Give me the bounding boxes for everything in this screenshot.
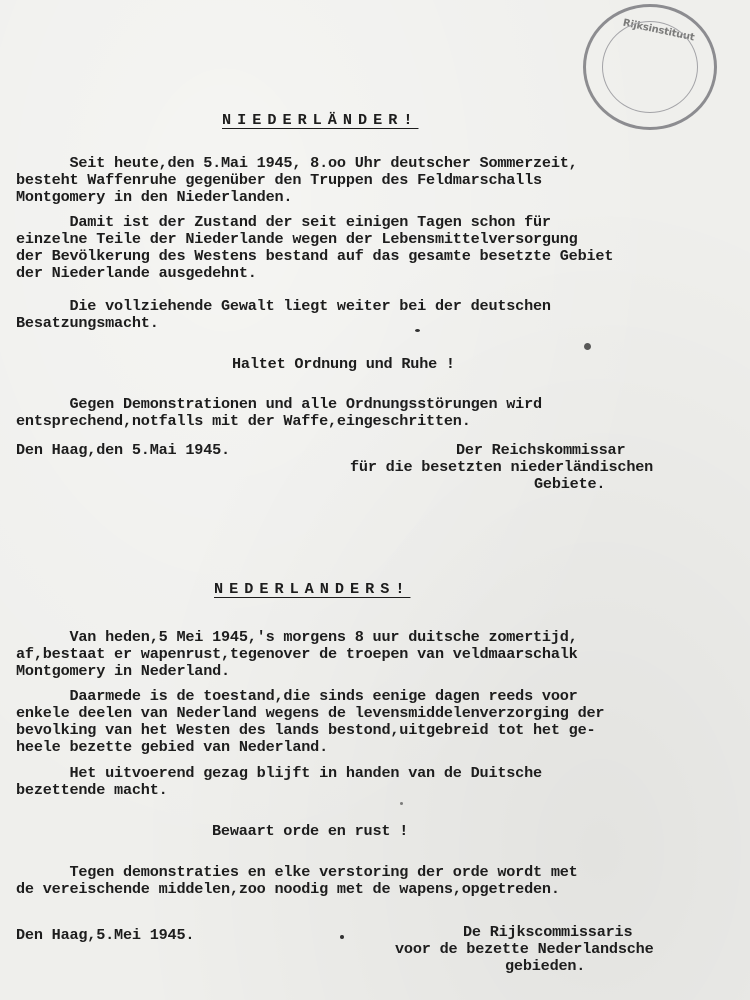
dutch-heading: NEDERLANDERS! bbox=[214, 580, 411, 598]
dutch-paragraph-2-line-1: Daarmede is de toestand,die sinds eenige dagen reeds voor bbox=[16, 687, 578, 705]
dutch-paragraph-2-line-2: enkele deelen van Nederland wegens de levensmiddelenverzorging der bbox=[16, 704, 605, 722]
dutch-signature-line-2: voor de bezette Nederlandsche bbox=[395, 940, 654, 958]
german-paragraph-2-line-3: der Bevölkerung des Westens bestand auf das gesamte besetzte Gebiet bbox=[16, 247, 614, 265]
archive-stamp bbox=[583, 4, 717, 130]
german-paragraph-4-line-2: entsprechend,notfalls mit der Waffe,eingeschritten. bbox=[16, 412, 471, 430]
german-paragraph-1-line-1: Seit heute,den 5.Mai 1945, 8.oo Uhr deutscher Sommerzeit, bbox=[16, 154, 578, 172]
german-signature-line-3: Gebiete. bbox=[534, 475, 606, 493]
german-paragraph-4-line-1: Gegen Demonstrationen und alle Ordnungsstörungen wird bbox=[16, 395, 542, 413]
german-signature-line-1: Der Reichskommissar bbox=[456, 441, 626, 459]
dutch-paragraph-1-line-3: Montgomery in Nederland. bbox=[16, 662, 230, 680]
stamp-text: Rijksinstituut bbox=[621, 17, 696, 44]
dutch-call-to-order: Bewaart orde en rust ! bbox=[212, 822, 409, 840]
dutch-paragraph-3-line-2: bezettende macht. bbox=[16, 781, 168, 799]
dutch-paragraph-3-line-1: Het uitvoerend gezag blijft in handen van de Duitsche bbox=[16, 764, 542, 782]
german-paragraph-2-line-4: der Niederlande ausgedehnt. bbox=[16, 264, 257, 282]
dutch-paragraph-1-line-2: af,bestaat er wapenrust,tegenover de troepen van veldmaarschalk bbox=[16, 645, 578, 663]
dutch-paragraph-1-line-1: Van heden,5 Mei 1945,'s morgens 8 uur duitsche zomertijd, bbox=[16, 628, 578, 646]
german-signature-line-2: für die besetzten niederländischen bbox=[350, 458, 654, 476]
dutch-paragraph-2-line-3: bevolking van het Westen des lands bestond,uitgebreid tot het ge- bbox=[16, 721, 596, 739]
german-paragraph-3-line-2: Besatzungsmacht. bbox=[16, 314, 159, 332]
dutch-signature-line-1: De Rijkscommissaris bbox=[463, 923, 633, 941]
german-paragraph-3-line-1: Die vollziehende Gewalt liegt weiter bei der deutschen bbox=[16, 297, 551, 315]
german-call-to-order: Haltet Ordnung und Ruhe ! bbox=[232, 355, 455, 373]
ink-speck bbox=[415, 329, 420, 332]
dutch-place-date: Den Haag,5.Mei 1945. bbox=[16, 926, 195, 944]
german-heading: NIEDERLÄNDER! bbox=[222, 111, 419, 129]
ink-speck bbox=[584, 343, 591, 350]
ink-speck bbox=[340, 935, 344, 939]
german-paragraph-2-line-1: Damit ist der Zustand der seit einigen Tagen schon für bbox=[16, 213, 551, 231]
german-place-date: Den Haag,den 5.Mai 1945. bbox=[16, 441, 230, 459]
german-paragraph-2-line-2: einzelne Teile der Niederlande wegen der Lebensmittelversorgung bbox=[16, 230, 578, 248]
dutch-signature-line-3: gebieden. bbox=[505, 957, 586, 975]
ink-speck bbox=[400, 802, 403, 805]
dutch-paragraph-4-line-2: de vereischende middelen,zoo noodig met de wapens,opgetreden. bbox=[16, 880, 560, 898]
dutch-paragraph-4-line-1: Tegen demonstraties en elke verstoring der orde wordt met bbox=[16, 863, 578, 881]
german-paragraph-1-line-2: besteht Waffenruhe gegenüber den Truppen des Feldmarschalls bbox=[16, 171, 542, 189]
german-paragraph-1-line-3: Montgomery in den Niederlanden. bbox=[16, 188, 293, 206]
dutch-paragraph-2-line-4: heele bezette gebied van Nederland. bbox=[16, 738, 328, 756]
